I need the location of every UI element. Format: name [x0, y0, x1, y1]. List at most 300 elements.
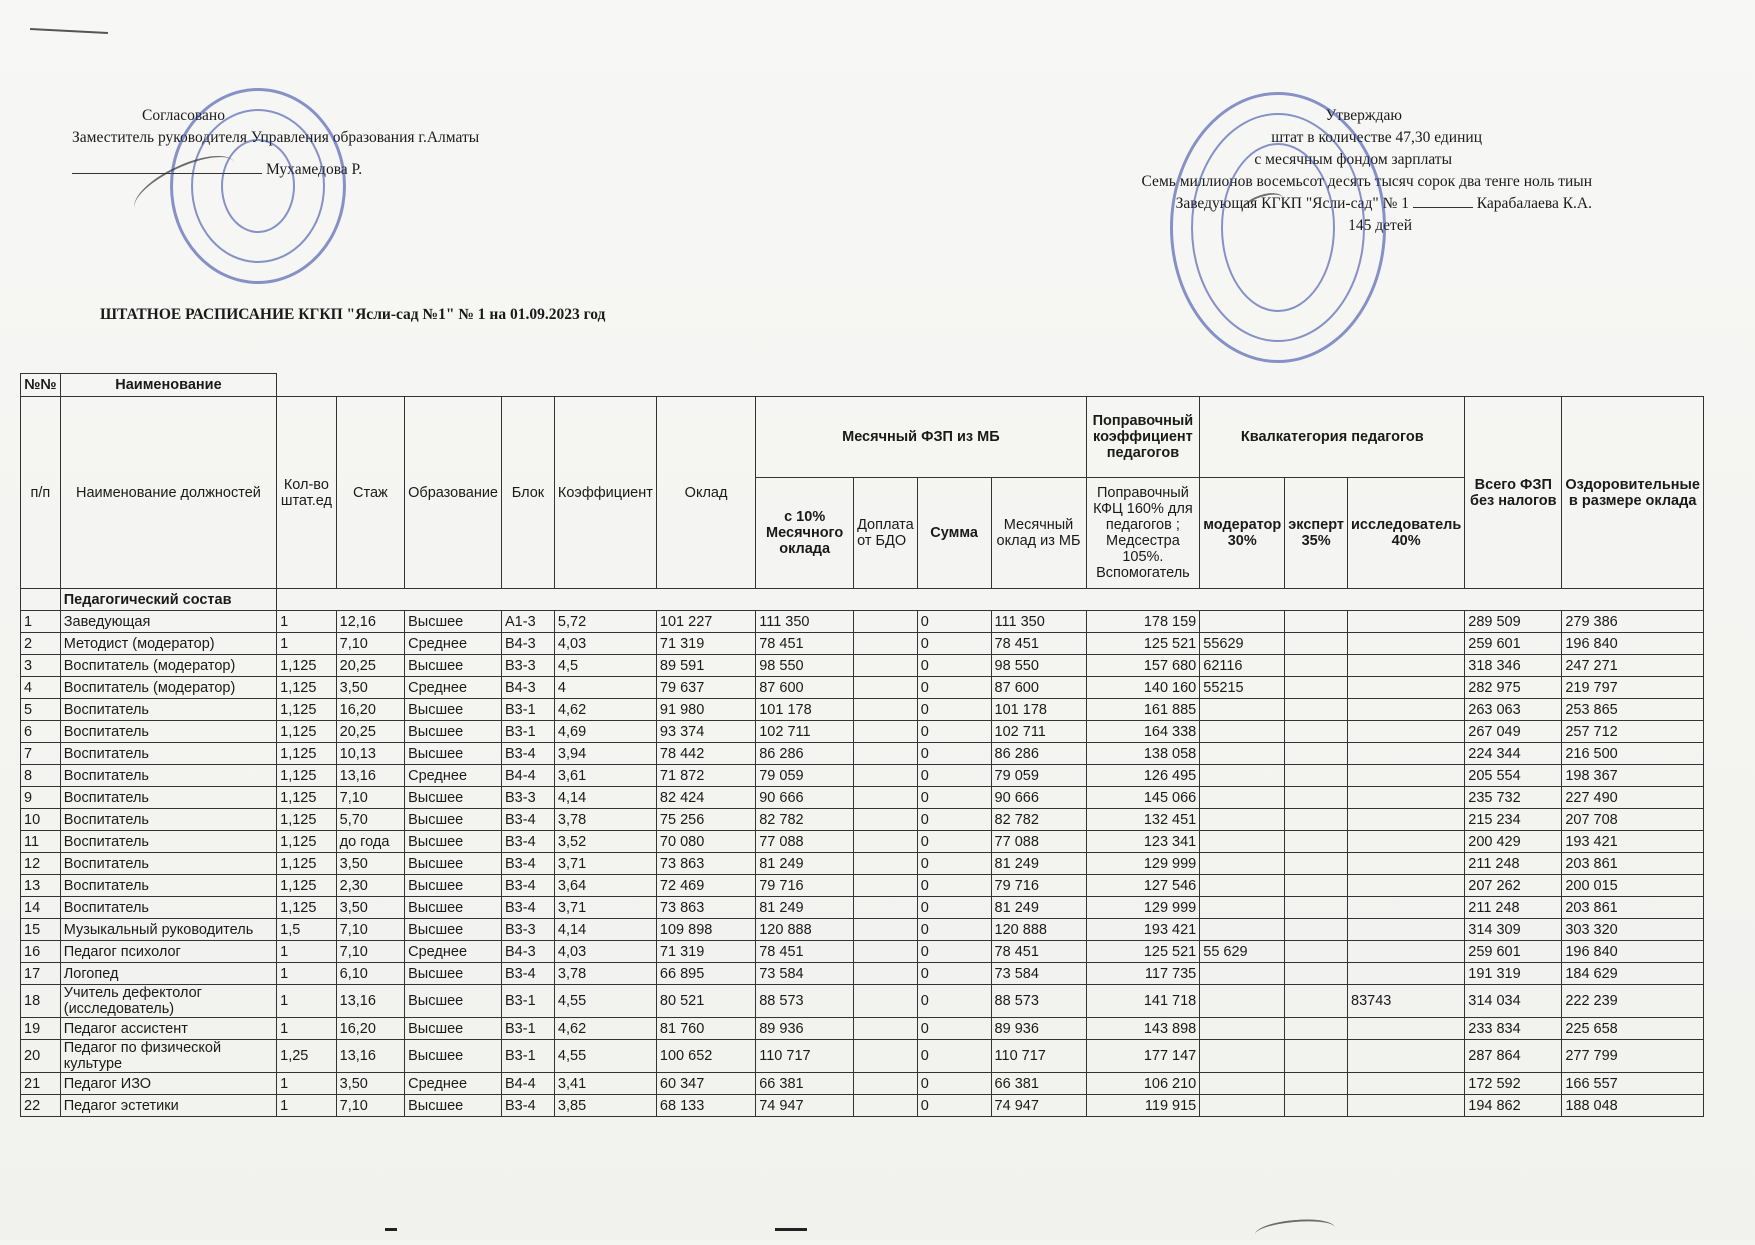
- correction-amount: 164 338: [1086, 721, 1200, 743]
- row-number: 15: [21, 919, 61, 941]
- block-code: А1-3: [502, 611, 555, 633]
- salary-10pct: 81 249: [756, 853, 854, 875]
- correction-amount: 132 451: [1086, 809, 1200, 831]
- health-allowance: 166 557: [1562, 1073, 1704, 1095]
- base-salary: 101 227: [656, 611, 755, 633]
- salary-10pct: 98 550: [756, 655, 854, 677]
- coefficient: 4,55: [554, 985, 656, 1018]
- bdo-bonus: [854, 897, 918, 919]
- table-row: [21, 897, 1704, 919]
- base-salary: 81 760: [656, 1018, 755, 1040]
- moderator-bonus: [1200, 1095, 1285, 1117]
- total-fzp: 263 063: [1465, 699, 1562, 721]
- staff-units: 1,5: [277, 919, 336, 941]
- block-code: В3-4: [502, 875, 555, 897]
- monthly-salary: 88 573: [991, 985, 1086, 1018]
- position-name: Методист (модератор): [60, 633, 276, 655]
- expert-bonus: [1285, 853, 1348, 875]
- health-allowance: 193 421: [1562, 831, 1704, 853]
- staff-units: 1,125: [277, 831, 336, 853]
- researcher-bonus: [1348, 611, 1465, 633]
- coefficient: 4,03: [554, 633, 656, 655]
- position-name: Педагог ИЗО: [60, 1073, 276, 1095]
- education: Высшее: [405, 1040, 502, 1073]
- education: Высшее: [405, 853, 502, 875]
- moderator-bonus: [1200, 875, 1285, 897]
- correction-amount: 193 421: [1086, 919, 1200, 941]
- experience: 5,70: [336, 809, 405, 831]
- block-code: В3-4: [502, 809, 555, 831]
- bonus-sum: 0: [917, 611, 991, 633]
- education: Высшее: [405, 985, 502, 1018]
- total-fzp: 211 248: [1465, 897, 1562, 919]
- researcher-bonus: [1348, 677, 1465, 699]
- education: Среднее: [405, 633, 502, 655]
- block-code: В3-4: [502, 1095, 555, 1117]
- bonus-sum: 0: [917, 721, 991, 743]
- correction-amount: 178 159: [1086, 611, 1200, 633]
- correction-amount: 141 718: [1086, 985, 1200, 1018]
- row-number: 11: [21, 831, 61, 853]
- bdo-bonus: [854, 787, 918, 809]
- education: Высшее: [405, 743, 502, 765]
- approve-label: Утверждаю: [1325, 107, 1402, 124]
- coefficient: 4,14: [554, 919, 656, 941]
- staff-units: 1,125: [277, 787, 336, 809]
- education: Высшее: [405, 787, 502, 809]
- bdo-bonus: [854, 1018, 918, 1040]
- position-name: Педагог ассистент: [60, 1018, 276, 1040]
- health-allowance: 303 320: [1562, 919, 1704, 941]
- table-row: [21, 655, 1704, 677]
- bdo-bonus: [854, 853, 918, 875]
- moderator-bonus: [1200, 611, 1285, 633]
- bonus-sum: 0: [917, 831, 991, 853]
- moderator-bonus: 62116: [1200, 655, 1285, 677]
- education: Среднее: [405, 677, 502, 699]
- staff-units: 1: [277, 633, 336, 655]
- position-name: Педагог эстетики: [60, 1095, 276, 1117]
- monthly-salary: 82 782: [991, 809, 1086, 831]
- researcher-bonus: [1348, 809, 1465, 831]
- salary-10pct: 81 249: [756, 897, 854, 919]
- position-name: Воспитатель (модератор): [60, 677, 276, 699]
- section-row: [21, 589, 1704, 611]
- education: Высшее: [405, 1095, 502, 1117]
- table-row: [21, 875, 1704, 897]
- experience: 3,50: [336, 1073, 405, 1095]
- correction-amount: 177 147: [1086, 1040, 1200, 1073]
- header-sum: Сумма: [917, 478, 991, 589]
- table-row: [21, 1073, 1704, 1095]
- monthly-salary: 89 936: [991, 1018, 1086, 1040]
- salary-10pct: 74 947: [756, 1095, 854, 1117]
- base-salary: 93 374: [656, 721, 755, 743]
- block-code: В3-1: [502, 699, 555, 721]
- coefficient: 3,61: [554, 765, 656, 787]
- expert-bonus: [1285, 831, 1348, 853]
- education: Высшее: [405, 699, 502, 721]
- header-qual-group: Квалкатегория педагогов: [1200, 397, 1465, 478]
- health-allowance: 279 386: [1562, 611, 1704, 633]
- researcher-bonus: [1348, 699, 1465, 721]
- salary-10pct: 78 451: [756, 633, 854, 655]
- header-salary: Оклад: [656, 397, 755, 589]
- experience: 12,16: [336, 611, 405, 633]
- bonus-sum: 0: [917, 1073, 991, 1095]
- health-allowance: 200 015: [1562, 875, 1704, 897]
- salary-10pct: 101 178: [756, 699, 854, 721]
- bdo-bonus: [854, 963, 918, 985]
- bonus-sum: 0: [917, 1018, 991, 1040]
- staff-units: 1,125: [277, 765, 336, 787]
- experience: 7,10: [336, 1095, 405, 1117]
- staff-units: 1: [277, 941, 336, 963]
- staff-units: 1,125: [277, 743, 336, 765]
- education: Высшее: [405, 875, 502, 897]
- correction-amount: 140 160: [1086, 677, 1200, 699]
- health-allowance: 227 490: [1562, 787, 1704, 809]
- coefficient: 3,71: [554, 897, 656, 919]
- staff-units: 1,125: [277, 875, 336, 897]
- block-code: В3-1: [502, 985, 555, 1018]
- moderator-bonus: [1200, 765, 1285, 787]
- experience: 2,30: [336, 875, 405, 897]
- base-salary: 78 442: [656, 743, 755, 765]
- bdo-bonus: [854, 743, 918, 765]
- base-salary: 109 898: [656, 919, 755, 941]
- health-allowance: 203 861: [1562, 853, 1704, 875]
- coefficient: 3,64: [554, 875, 656, 897]
- staff-units: 1,125: [277, 699, 336, 721]
- block-code: В3-3: [502, 919, 555, 941]
- total-fzp: 194 862: [1465, 1095, 1562, 1117]
- monthly-salary: 79 059: [991, 765, 1086, 787]
- bdo-bonus: [854, 1073, 918, 1095]
- salary-10pct: 79 059: [756, 765, 854, 787]
- table-row: [21, 809, 1704, 831]
- expert-bonus: [1285, 677, 1348, 699]
- base-salary: 73 863: [656, 853, 755, 875]
- researcher-bonus: [1348, 633, 1465, 655]
- coefficient: 3,52: [554, 831, 656, 853]
- moderator-bonus: [1200, 919, 1285, 941]
- experience: 3,50: [336, 897, 405, 919]
- table-row: [21, 1018, 1704, 1040]
- staff-units: 1: [277, 963, 336, 985]
- staff-units: 1,125: [277, 677, 336, 699]
- expert-bonus: [1285, 1040, 1348, 1073]
- coefficient: 5,72: [554, 611, 656, 633]
- correction-amount: 129 999: [1086, 897, 1200, 919]
- row-number: 9: [21, 787, 61, 809]
- table-row: [21, 677, 1704, 699]
- header-corr: Поправочный КФЦ 160% для педагогов ; Медсестра 105%. Вспомогатель: [1086, 478, 1200, 589]
- document-title: ШТАТНОЕ РАСПИСАНИЕ КГКП "Ясли-сад №1" № 1 на 01.09.2023 год: [100, 306, 606, 323]
- fund-words: Семь миллионов восемьсот десять тысяч сорок два тенге ноль тиын: [1141, 173, 1592, 190]
- moderator-bonus: [1200, 831, 1285, 853]
- researcher-bonus: [1348, 1040, 1465, 1073]
- education: Среднее: [405, 765, 502, 787]
- base-salary: 72 469: [656, 875, 755, 897]
- experience: 7,10: [336, 787, 405, 809]
- correction-amount: 126 495: [1086, 765, 1200, 787]
- bdo-bonus: [854, 655, 918, 677]
- moderator-bonus: 55215: [1200, 677, 1285, 699]
- header-expert: эксперт 35%: [1285, 478, 1348, 589]
- health-allowance: 196 840: [1562, 941, 1704, 963]
- row-number: 3: [21, 655, 61, 677]
- education: Высшее: [405, 919, 502, 941]
- health-allowance: 188 048: [1562, 1095, 1704, 1117]
- agreed-position: Заместитель руководителя Управления образования г.Алматы: [72, 129, 480, 146]
- bdo-bonus: [854, 831, 918, 853]
- education: Среднее: [405, 1073, 502, 1095]
- position-name: Воспитатель: [60, 787, 276, 809]
- head-label: Заведующая КГКП "Ясли-сад" № 1: [1175, 195, 1410, 212]
- head-name: Карабалаева К.А.: [1476, 195, 1592, 212]
- researcher-bonus: [1348, 941, 1465, 963]
- header-block: Блок: [502, 397, 555, 589]
- staff-units: 1,125: [277, 809, 336, 831]
- moderator-bonus: [1200, 787, 1285, 809]
- experience: 7,10: [336, 633, 405, 655]
- researcher-bonus: [1348, 963, 1465, 985]
- header-bdo: Доплата от БДО: [854, 478, 918, 589]
- coefficient: 4,14: [554, 787, 656, 809]
- bdo-bonus: [854, 875, 918, 897]
- monthly-salary: 111 350: [991, 611, 1086, 633]
- researcher-bonus: [1348, 743, 1465, 765]
- base-salary: 80 521: [656, 985, 755, 1018]
- moderator-bonus: [1200, 963, 1285, 985]
- salary-10pct: 82 782: [756, 809, 854, 831]
- bonus-sum: 0: [917, 655, 991, 677]
- bonus-sum: 0: [917, 919, 991, 941]
- bonus-sum: 0: [917, 743, 991, 765]
- bonus-sum: 0: [917, 1040, 991, 1073]
- bonus-sum: 0: [917, 633, 991, 655]
- position-name: Педагог психолог: [60, 941, 276, 963]
- experience: 20,25: [336, 721, 405, 743]
- table-row: [21, 633, 1704, 655]
- education: Высшее: [405, 809, 502, 831]
- expert-bonus: [1285, 985, 1348, 1018]
- position-name: Музыкальный руководитель: [60, 919, 276, 941]
- block-code: В4-3: [502, 941, 555, 963]
- salary-10pct: 77 088: [756, 831, 854, 853]
- expert-bonus: [1285, 1095, 1348, 1117]
- base-salary: 89 591: [656, 655, 755, 677]
- position-name: Логопед: [60, 963, 276, 985]
- table-row: [21, 963, 1704, 985]
- base-salary: 91 980: [656, 699, 755, 721]
- monthly-salary: 86 286: [991, 743, 1086, 765]
- bonus-sum: 0: [917, 941, 991, 963]
- health-allowance: 222 239: [1562, 985, 1704, 1018]
- row-number: 7: [21, 743, 61, 765]
- bonus-sum: 0: [917, 1095, 991, 1117]
- staff-units: 1,125: [277, 853, 336, 875]
- agreed-name: Мухамедова Р.: [266, 161, 363, 178]
- experience: 10,13: [336, 743, 405, 765]
- header-name-group: Наименование: [60, 374, 276, 397]
- experience: 7,10: [336, 941, 405, 963]
- moderator-bonus: [1200, 1040, 1285, 1073]
- bdo-bonus: [854, 765, 918, 787]
- table-row: [21, 765, 1704, 787]
- bdo-bonus: [854, 985, 918, 1018]
- bonus-sum: 0: [917, 963, 991, 985]
- salary-10pct: 90 666: [756, 787, 854, 809]
- row-number: 22: [21, 1095, 61, 1117]
- expert-bonus: [1285, 743, 1348, 765]
- position-name: Воспитатель: [60, 721, 276, 743]
- monthly-salary: 87 600: [991, 677, 1086, 699]
- salary-10pct: 110 717: [756, 1040, 854, 1073]
- position-name: Воспитатель: [60, 875, 276, 897]
- expert-bonus: [1285, 699, 1348, 721]
- moderator-bonus: 55 629: [1200, 941, 1285, 963]
- row-number: 8: [21, 765, 61, 787]
- children-count: 145 детей: [1348, 217, 1412, 234]
- health-allowance: 253 865: [1562, 699, 1704, 721]
- health-allowance: 225 658: [1562, 1018, 1704, 1040]
- staff-units: 1: [277, 611, 336, 633]
- block-code: В4-4: [502, 765, 555, 787]
- education: Высшее: [405, 655, 502, 677]
- monthly-salary: 78 451: [991, 941, 1086, 963]
- coefficient: 4,03: [554, 941, 656, 963]
- block-code: В4-3: [502, 677, 555, 699]
- scan-mark: [385, 1228, 397, 1231]
- monthly-salary: 79 716: [991, 875, 1086, 897]
- education: Высшее: [405, 721, 502, 743]
- correction-amount: 123 341: [1086, 831, 1200, 853]
- salary-10pct: 120 888: [756, 919, 854, 941]
- correction-amount: 145 066: [1086, 787, 1200, 809]
- monthly-salary: 90 666: [991, 787, 1086, 809]
- moderator-bonus: [1200, 721, 1285, 743]
- expert-bonus: [1285, 809, 1348, 831]
- header-total: Всего ФЗП без налогов: [1465, 397, 1562, 589]
- total-fzp: 259 601: [1465, 633, 1562, 655]
- staff-table: [20, 373, 1704, 1117]
- header-qty: Кол-во штат.ед: [277, 397, 336, 589]
- row-number: 17: [21, 963, 61, 985]
- base-salary: 79 637: [656, 677, 755, 699]
- table-row: [21, 699, 1704, 721]
- experience: 13,16: [336, 765, 405, 787]
- experience: 6,10: [336, 963, 405, 985]
- table-row: [21, 611, 1704, 633]
- position-name: Воспитатель: [60, 853, 276, 875]
- correction-amount: 143 898: [1086, 1018, 1200, 1040]
- position-name: Учитель дефектолог (исследователь): [60, 985, 276, 1018]
- education: Высшее: [405, 963, 502, 985]
- correction-amount: 138 058: [1086, 743, 1200, 765]
- block-code: В3-3: [502, 655, 555, 677]
- header-pp: п/п: [21, 397, 61, 589]
- moderator-bonus: [1200, 897, 1285, 919]
- expert-bonus: [1285, 963, 1348, 985]
- total-fzp: 224 344: [1465, 743, 1562, 765]
- salary-10pct: 102 711: [756, 721, 854, 743]
- position-name: Воспитатель: [60, 897, 276, 919]
- bdo-bonus: [854, 919, 918, 941]
- education: Высшее: [405, 611, 502, 633]
- researcher-bonus: [1348, 765, 1465, 787]
- total-fzp: 289 509: [1465, 611, 1562, 633]
- header-fzp-group: Месячный ФЗП из МБ: [756, 397, 1086, 478]
- row-number: 13: [21, 875, 61, 897]
- health-allowance: 203 861: [1562, 897, 1704, 919]
- coefficient: 3,85: [554, 1095, 656, 1117]
- base-salary: 68 133: [656, 1095, 755, 1117]
- section-title: Педагогический состав: [60, 589, 276, 611]
- scan-mark: [775, 1228, 807, 1231]
- staff-units: 1: [277, 1095, 336, 1117]
- coefficient: 3,71: [554, 853, 656, 875]
- experience: 3,50: [336, 853, 405, 875]
- salary-10pct: 86 286: [756, 743, 854, 765]
- block-code: В3-1: [502, 1040, 555, 1073]
- expert-bonus: [1285, 655, 1348, 677]
- bonus-sum: 0: [917, 809, 991, 831]
- staff-count: штат в количестве 47,30 единиц: [1271, 129, 1482, 146]
- official-seal-right: [1170, 92, 1386, 363]
- moderator-bonus: [1200, 699, 1285, 721]
- correction-amount: 125 521: [1086, 941, 1200, 963]
- row-number: 19: [21, 1018, 61, 1040]
- researcher-bonus: [1348, 787, 1465, 809]
- researcher-bonus: [1348, 831, 1465, 853]
- correction-amount: 127 546: [1086, 875, 1200, 897]
- salary-10pct: 89 936: [756, 1018, 854, 1040]
- total-fzp: 215 234: [1465, 809, 1562, 831]
- expert-bonus: [1285, 919, 1348, 941]
- block-code: В3-4: [502, 853, 555, 875]
- bonus-sum: 0: [917, 853, 991, 875]
- monthly-salary: 120 888: [991, 919, 1086, 941]
- total-fzp: 282 975: [1465, 677, 1562, 699]
- bdo-bonus: [854, 1095, 918, 1117]
- moderator-bonus: [1200, 1018, 1285, 1040]
- row-number: 5: [21, 699, 61, 721]
- header-nn: №№: [21, 374, 61, 397]
- monthly-salary: 110 717: [991, 1040, 1086, 1073]
- education: Высшее: [405, 897, 502, 919]
- header-monthly: Месячный оклад из МБ: [991, 478, 1086, 589]
- health-allowance: 247 271: [1562, 655, 1704, 677]
- total-fzp: 267 049: [1465, 721, 1562, 743]
- staff-units: 1,125: [277, 655, 336, 677]
- expert-bonus: [1285, 611, 1348, 633]
- health-allowance: 196 840: [1562, 633, 1704, 655]
- table-row: [21, 985, 1704, 1018]
- header-exp: Стаж: [336, 397, 405, 589]
- staff-units: 1: [277, 1018, 336, 1040]
- base-salary: 100 652: [656, 1040, 755, 1073]
- monthly-salary: 101 178: [991, 699, 1086, 721]
- correction-amount: 125 521: [1086, 633, 1200, 655]
- researcher-bonus: [1348, 853, 1465, 875]
- position-name: Педагог по физической культуре: [60, 1040, 276, 1073]
- education: Высшее: [405, 831, 502, 853]
- experience: 7,10: [336, 919, 405, 941]
- block-code: В4-3: [502, 633, 555, 655]
- coefficient: 4,69: [554, 721, 656, 743]
